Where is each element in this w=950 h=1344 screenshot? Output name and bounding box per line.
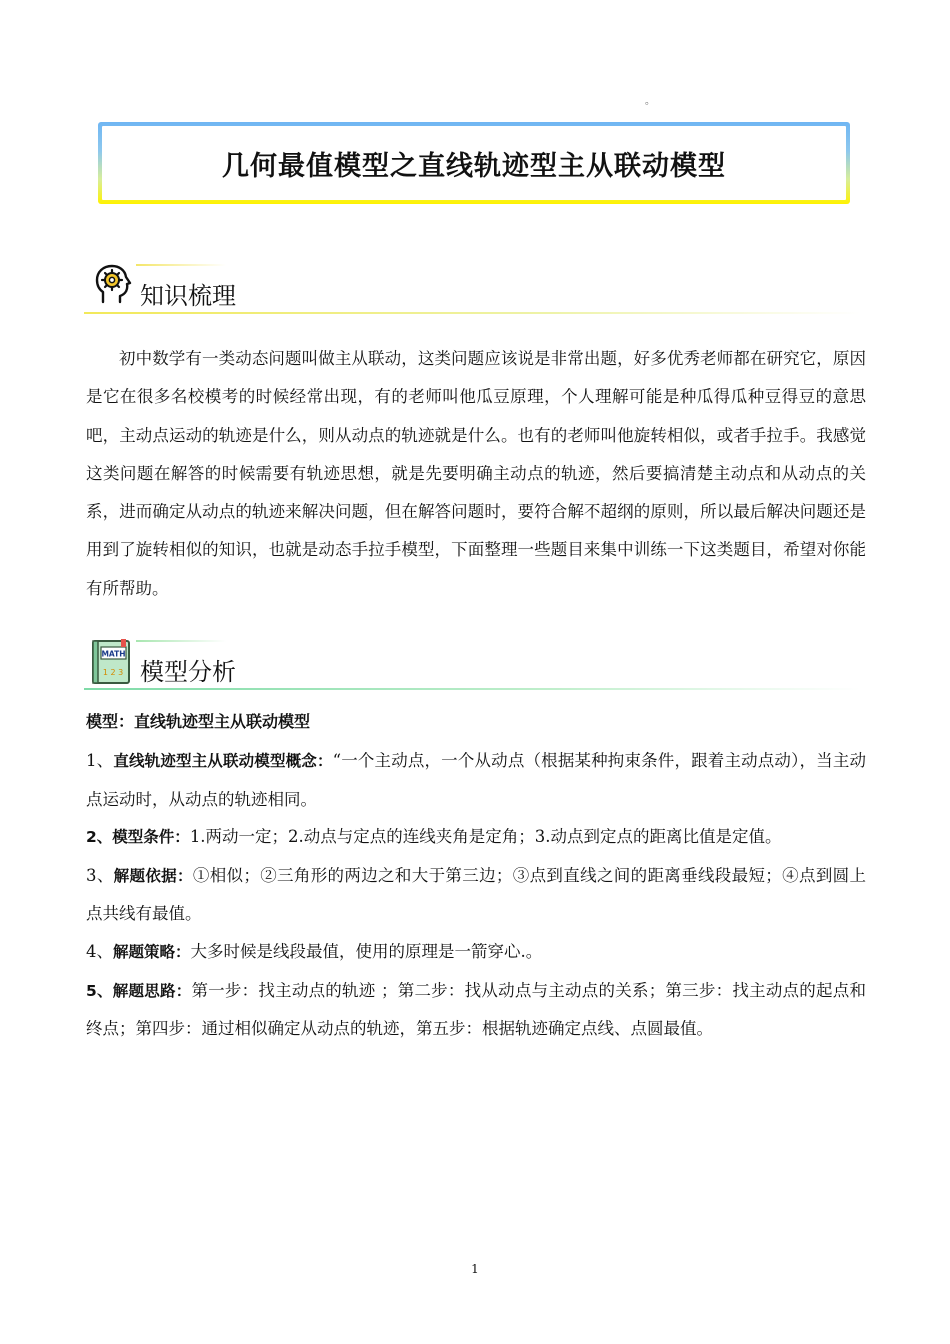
model-item-3-label: 解题依据： xyxy=(113,866,193,885)
model-item-1-num: 1、 xyxy=(86,751,114,770)
math-book-label: MATH xyxy=(101,649,126,659)
model-item-4 xyxy=(86,933,866,972)
section-model-topline xyxy=(136,640,226,642)
model-item-3-num: 3、 xyxy=(86,865,114,885)
section-model-underline xyxy=(84,688,860,690)
page-number: 1 xyxy=(471,1262,479,1276)
model-item-1 xyxy=(86,742,866,818)
model-item-2 xyxy=(86,818,866,857)
section-knowledge-topline xyxy=(136,264,226,266)
title-banner xyxy=(98,122,850,204)
header-mark: 。 xyxy=(645,96,655,107)
model-item-2-num: 2、 xyxy=(86,828,113,847)
page-title: 几何最值模型之直线轨迹型主从联动模型 xyxy=(222,150,726,182)
model-item-3 xyxy=(86,857,866,933)
intro-text xyxy=(86,340,866,608)
math-book-digits: 1 2 3 xyxy=(102,668,124,677)
model-title: 模型：直线轨迹型主从联动模型 xyxy=(86,712,311,731)
model-item-5-num: 5、 xyxy=(86,981,113,1000)
model-item-5-label: 解题思路： xyxy=(112,981,192,1000)
intro-paragraph: 初中数学有一类动态问题叫做主从联动，这类问题应该说是非常出题，好多优秀老师都在研究它，原因是它在很多名校模考的时候经常出现，有的老师叫他瓜豆原理，个人理解可能是种瓜得瓜种豆得豆的意思吧，主动点运动的轨迹是什么，则从动点的轨迹就是什么。也有的老师叫他旋转相似，或者手拉手。我感觉这类问题在解答的时候需要有轨迹思想，就是先要明确主动点的轨迹，然后要搞清楚主动点和从动点的关系，进而确定从动点的轨迹来解决问题，但在解答问题时，要符合解不超纲的原则，所以最后解决问题还是用到了旋转相似的知识，也就是动态手拉手模型，下面整理一些题目来集中训练一下这类题目，希望对你能有所帮助。 xyxy=(86,349,866,598)
section-model xyxy=(84,638,860,694)
model-item-2-text: 1.两动一定；2.动点与定点的连线夹角是定角；3.动点到定点的距离比值是定值。 xyxy=(189,827,782,847)
model-item-4-text: 大多时候是线段最值，使用的原理是一箭穿心.。 xyxy=(190,941,543,961)
model-item-2-label: 模型条件： xyxy=(112,828,190,847)
model-item-4-num: 4、 xyxy=(86,941,113,961)
model-analysis xyxy=(86,708,866,1048)
model-item-1-text: “一个主动点，一个从动点（根据某种拘束条件，跟着主动点动），当主动点运动时，从动点的轨迹相同。 xyxy=(86,751,866,809)
model-item-4-label: 解题策略： xyxy=(113,942,191,961)
head-gear-icon xyxy=(90,262,134,310)
model-item-1-label: 直线轨迹型主从联动模型概念： xyxy=(113,752,333,770)
title-banner-inner xyxy=(102,126,846,200)
math-book-icon xyxy=(90,638,134,686)
section-knowledge-underline xyxy=(84,312,860,314)
section-model-heading: 模型分析 xyxy=(140,658,236,686)
model-item-3-text: ①相似；②三角形的两边之和大于第三边；③点到直线之间的距离垂线段最短；④点到圆上点共线有最值。 xyxy=(86,865,866,924)
model-item-5 xyxy=(86,972,866,1048)
model-item-5-text: 第一步：找主动点的轨迹 ；第二步：找从动点与主动点的关系；第三步：找主动点的起点和终点；第四步：通过相似确定从动点的轨迹，第五步：根据轨迹确定点线、点圆最值。 xyxy=(86,980,866,1039)
section-knowledge-heading: 知识梳理 xyxy=(140,282,236,310)
section-knowledge xyxy=(84,262,860,318)
